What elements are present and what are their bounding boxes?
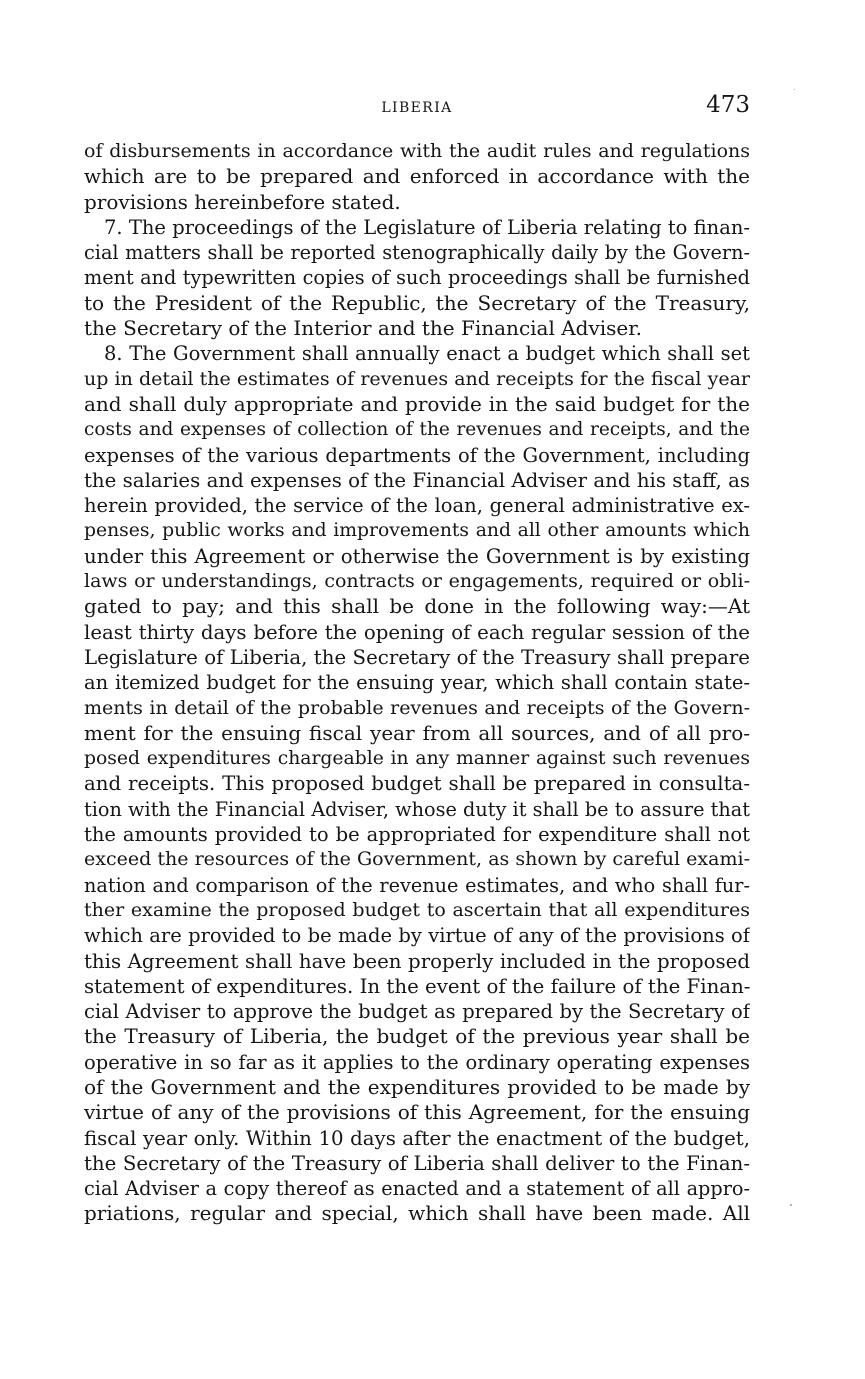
text-line: cial matters shall be reported stenographically daily by the Govern- <box>84 241 750 265</box>
text-line: posed expenditures chargeable in any manner against such revenues <box>84 748 750 770</box>
text-line: priations, regular and special, which shall have been made. All <box>84 1201 750 1226</box>
text-line: an itemized budget for the ensuing year, which shall contain state- <box>84 671 750 695</box>
text-line: ment for the ensuing fiscal year from all sources, and of all pro- <box>84 720 750 745</box>
text-line: the Secretary of the Interior and the Financial Adviser. <box>84 316 642 341</box>
text-line: cial Adviser a copy thereof as enacted and a statement of all appro- <box>84 1177 750 1201</box>
text-line: fiscal year only. Within 10 days after the enactment of the budget, <box>84 1126 750 1150</box>
text-line: least thirty days before the opening of each regular session of the <box>84 620 750 644</box>
text-line: and receipts. This proposed budget shall be prepared in consulta- <box>84 772 750 796</box>
text-line: expenses of the various departments of the Government, including <box>84 443 750 467</box>
text-line: under this Agreement or otherwise the Government is by existing <box>84 544 750 568</box>
text-line: and shall duly appropriate and provide in the said budget for the <box>84 391 750 416</box>
text-line: ther examine the proposed budget to ascertain that all expenditures <box>84 898 750 921</box>
running-title: LIBERIA <box>381 100 453 116</box>
body-text <box>84 139 750 1227</box>
text-line: of disbursements in accordance with the audit rules and regulations <box>84 140 750 162</box>
text-line: cial Adviser to approve the budget as prepared by the Secretary of <box>84 1000 750 1024</box>
text-line: 7. The proceedings of the Legislature of Liberia relating to finan- <box>104 215 750 239</box>
text-line: which are to be prepared and enforced in accordance with the <box>84 164 750 189</box>
scan-speck <box>790 1204 792 1206</box>
text-line: Legislature of Liberia, the Secretary of the Treasury shall prepare <box>84 645 750 669</box>
text-line: the Secretary of the Treasury of Liberia shall deliver to the Finan- <box>84 1151 750 1175</box>
text-line: the Treasury of Liberia, the budget of the previous year shall be <box>84 1024 750 1049</box>
text-line: the salaries and expenses of the Financial Adviser and his staff, as <box>84 468 750 492</box>
text-line: laws or understandings, contracts or engagements, required or obli- <box>84 570 750 593</box>
text-line: this Agreement shall have been properly included in the proposed <box>84 949 750 973</box>
text-line: ments in detail of the probable revenues and receipts of the Govern- <box>84 696 750 719</box>
text-line: operative in so far as it applies to the ordinary operating expenses <box>84 1050 750 1074</box>
text-line: gated to pay; and this shall be done in the following way:—At <box>84 594 750 619</box>
text-line: costs and expenses of collection of the revenues and receipts, and the <box>84 419 750 441</box>
text-line: provisions hereinbefore stated. <box>84 189 401 214</box>
text-line: virtue of any of the provisions of this Agreement, for the ensuing <box>84 1100 750 1125</box>
text-line: tion with the Financial Adviser, whose duty it shall be to assure that <box>84 797 750 821</box>
scan-speck <box>794 89 795 90</box>
page-number: 473 <box>706 92 750 118</box>
text-line: up in detail the estimates of revenues and receipts for the fiscal year <box>84 367 750 390</box>
text-line: exceed the resources of the Government, as shown by careful exami- <box>84 848 750 871</box>
text-line: which are provided to be made by virtue of any of the provisions of <box>84 924 750 948</box>
text-line: to the President of the Republic, the Secretary of the Treasury, <box>84 290 750 315</box>
text-line: herein provided, the service of the loan, general administrative ex- <box>84 494 750 518</box>
text-line: nation and comparison of the revenue estimates, and who shall fur- <box>84 873 750 897</box>
page-header <box>84 92 750 122</box>
text-line: the amounts provided to be appropriated for expenditure shall not <box>84 823 750 847</box>
text-line: of the Government and the expenditures provided to be made by <box>84 1074 750 1099</box>
text-line: statement of expenditures. In the event of the failure of the Finan- <box>84 974 750 998</box>
text-line: 8. The Government shall annually enact a budget which shall set <box>104 342 750 366</box>
text-line: ment and typewritten copies of such proceedings shall be furnished <box>84 266 750 290</box>
text-line: penses, public works and improvements and all other amounts which <box>84 520 750 542</box>
